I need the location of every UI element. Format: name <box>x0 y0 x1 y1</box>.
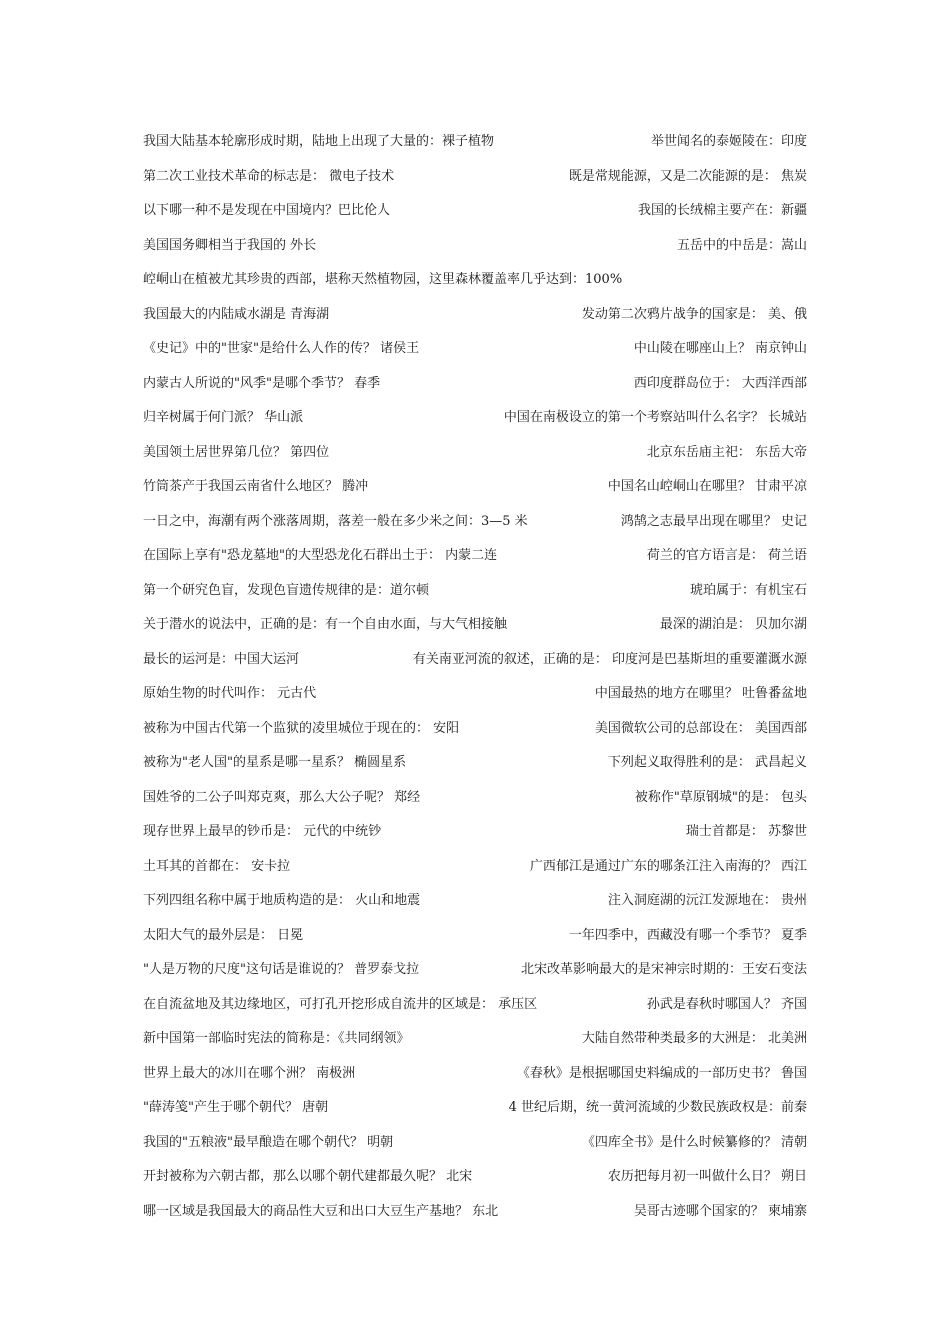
qa-left: 一日之中，海潮有两个涨落周期，落差一般在多少米之间：3—5 米 <box>143 513 528 529</box>
qa-line <box>143 821 807 843</box>
qa-left: 《史记》中的"世家"是给什么人作的传？ 诸侯王 <box>143 341 420 356</box>
qa-left: 我国最大的内陆咸水湖是 青海湖 <box>143 306 330 322</box>
qa-line <box>143 200 807 222</box>
qa-left: 太阳大气的最外层是： 日冕 <box>143 927 304 943</box>
qa-right: 广西郁江是通过广东的哪条江注入南海的？ 西江 <box>529 858 807 874</box>
qa-left: 内蒙古人所说的"风季"是哪个季节？ 春季 <box>143 375 381 391</box>
qa-line <box>143 752 807 774</box>
qa-line <box>143 649 807 671</box>
qa-line <box>143 166 807 188</box>
qa-right: 《四库全书》是什么时候纂修的？ 清朝 <box>581 1134 807 1150</box>
qa-line <box>143 407 807 429</box>
qa-line <box>143 683 807 705</box>
qa-right: 最深的湖泊是： 贝加尔湖 <box>659 617 807 632</box>
qa-line <box>143 442 807 464</box>
qa-left: 世界上最大的冰川在哪个洲？ 南极洲 <box>143 1065 356 1081</box>
qa-line <box>143 890 807 912</box>
qa-right: 鸿鹄之志最早出现在哪里？ 史记 <box>620 513 807 529</box>
qa-left: 在自流盆地及其边缘地区，可打孔开挖形成自流井的区域是： 承压区 <box>143 996 538 1012</box>
qa-line <box>143 131 807 153</box>
qa-right: 瑞士首都是： 苏黎世 <box>685 824 807 839</box>
qa-left: "薛涛笺"产生于哪个朝代？ 唐朝 <box>143 1100 329 1115</box>
qa-left: 下列四组名称中属于地质构造的是： 火山和地震 <box>143 893 421 908</box>
qa-left: 原始生物的时代叫作： 元古代 <box>143 686 317 701</box>
qa-line <box>143 994 807 1016</box>
qa-right: 琥珀属于：有机宝石 <box>689 582 807 598</box>
qa-line <box>143 1028 807 1050</box>
qa-left: 新中国第一部临时宪法的简称是：《共同纲领》 <box>143 1031 410 1046</box>
qa-right: 有关南亚河流的叙述，正确的是： 印度河是巴基斯坦的重要灌溉水源 <box>412 651 807 667</box>
qa-left: 以下哪一种不是发现在中国境内？巴比伦人 <box>143 203 391 218</box>
qa-line <box>143 1097 807 1119</box>
qa-right: 4 世纪后期，统一黄河流域的少数民族政权是：前秦 <box>508 1100 807 1115</box>
qa-left: 国姓爷的二公子叫郑克爽，那么大公子呢？ 郑经 <box>143 789 421 805</box>
qa-line <box>143 1063 807 1085</box>
qa-right: 吴哥古迹哪个国家的？ 柬埔寨 <box>633 1203 807 1219</box>
qa-right: 农历把每月初一叫做什么日？ 朔日 <box>607 1169 807 1184</box>
qa-line <box>143 856 807 878</box>
qa-left: 归辛树属于何门派？ 华山派 <box>143 410 304 425</box>
qa-right: 一年四季中，西藏没有哪一个季节？ 夏季 <box>568 927 807 943</box>
qa-line <box>143 580 807 602</box>
qa-left: 土耳其的首都在： 安卡拉 <box>143 858 291 874</box>
qa-right: 被称作"草原钢城"的是： 包头 <box>634 789 807 805</box>
qa-right: 既是常规能源，又是二次能源的是： 焦炭 <box>568 168 807 184</box>
qa-line <box>143 718 807 740</box>
qa-right: 我国的长绒棉主要产在：新疆 <box>637 203 807 218</box>
qa-line <box>143 787 807 809</box>
qa-left: 最长的运河是：中国大运河 <box>143 651 300 667</box>
qa-left: "人是万物的尺度"这句话是谁说的？ 普罗泰戈拉 <box>143 962 420 977</box>
qa-right: 美国微软公司的总部设在： 美国西部 <box>594 720 807 736</box>
qa-line <box>143 235 807 257</box>
qa-line <box>143 545 807 567</box>
qa-line <box>143 304 807 326</box>
qa-left: 哪一区域是我国最大的商品性大豆和出口大豆生产基地？ 东北 <box>143 1203 499 1219</box>
qa-right: 举世闻名的泰姬陵在：印度 <box>650 134 807 149</box>
qa-right: 中国在南极设立的第一个考察站叫什么名字？ 长城站 <box>503 410 807 425</box>
qa-left: 竹筒茶产于我国云南省什么地区？ 腾冲 <box>143 479 369 494</box>
qa-left: 第一个研究色盲，发现色盲遗传规律的是：道尔顿 <box>143 582 430 598</box>
qa-right: 发动第二次鸦片战争的国家是： 美、俄 <box>581 306 807 322</box>
qa-left: 在国际上享有"恐龙墓地"的大型恐龙化石群出土于： 内蒙二连 <box>143 548 498 563</box>
qa-right: 注入洞庭湖的沅江发源地在： 贵州 <box>607 893 807 908</box>
qa-left: 被称为中国古代第一个监狱的凌里城位于现在的： 安阳 <box>143 720 460 736</box>
qa-left: 开封被称为六朝古都，那么以哪个朝代建都最久呢？ 北宋 <box>143 1169 473 1184</box>
qa-right: 中山陵在哪座山上？ 南京钟山 <box>633 341 807 356</box>
qa-left: 崆峒山在植被尤其珍贵的西部，堪称天然植物园，这里森林覆盖率几乎达到：100% <box>143 272 623 287</box>
qa-line <box>143 925 807 947</box>
qa-left: 现存世界上最早的钞币是： 元代的中统钞 <box>143 824 382 839</box>
qa-left: 关于潜水的说法中，正确的是：有一个自由水面，与大气相接触 <box>143 617 508 632</box>
qa-line <box>143 1201 807 1223</box>
qa-line <box>143 1132 807 1154</box>
qa-line <box>143 959 807 981</box>
qa-left: 被称为"老人国"的星系是哪一星系？ 椭圆星系 <box>143 755 407 770</box>
qa-line <box>143 1166 807 1188</box>
qa-line <box>143 614 807 636</box>
qa-right: 中国名山崆峒山在哪里？ 甘肃平凉 <box>607 479 807 494</box>
qa-line <box>143 511 807 533</box>
qa-left: 美国领土居世界第几位？ 第四位 <box>143 444 330 460</box>
qa-right: 北宋改革影响最大的是宋神宗时期的：王安石变法 <box>520 962 807 977</box>
qa-right: 中国最热的地方在哪里？ 吐鲁番盆地 <box>594 686 807 701</box>
qa-line <box>143 338 807 360</box>
qa-right: 五岳中的中岳是：嵩山 <box>676 237 807 253</box>
qa-left: 我国的"五粮液"最早酿造在哪个朝代？ 明朝 <box>143 1134 394 1150</box>
qa-left: 第二次工业技术革命的标志是： 微电子技术 <box>143 168 395 184</box>
qa-right: 下列起义取得胜利的是： 武昌起义 <box>607 755 807 770</box>
qa-line <box>143 373 807 395</box>
qa-line <box>143 476 807 498</box>
qa-left: 美国国务卿相当于我国的 外长 <box>143 237 317 253</box>
qa-right: 大陆自然带种类最多的大洲是： 北美洲 <box>581 1031 807 1046</box>
qa-right: 北京东岳庙主祀： 东岳大帝 <box>646 444 807 460</box>
qa-left: 我国大陆基本轮廓形成时期，陆地上出现了大量的：裸子植物 <box>143 134 495 149</box>
qa-right: 《春秋》是根据哪国史料编成的一部历史书？ 鲁国 <box>516 1065 807 1081</box>
qa-right: 荷兰的官方语言是： 荷兰语 <box>646 548 807 563</box>
qa-right: 孙武是春秋时哪国人？ 齐国 <box>646 996 807 1012</box>
qa-right: 西印度群岛位于： 大西洋西部 <box>633 375 807 391</box>
qa-line <box>143 269 807 291</box>
